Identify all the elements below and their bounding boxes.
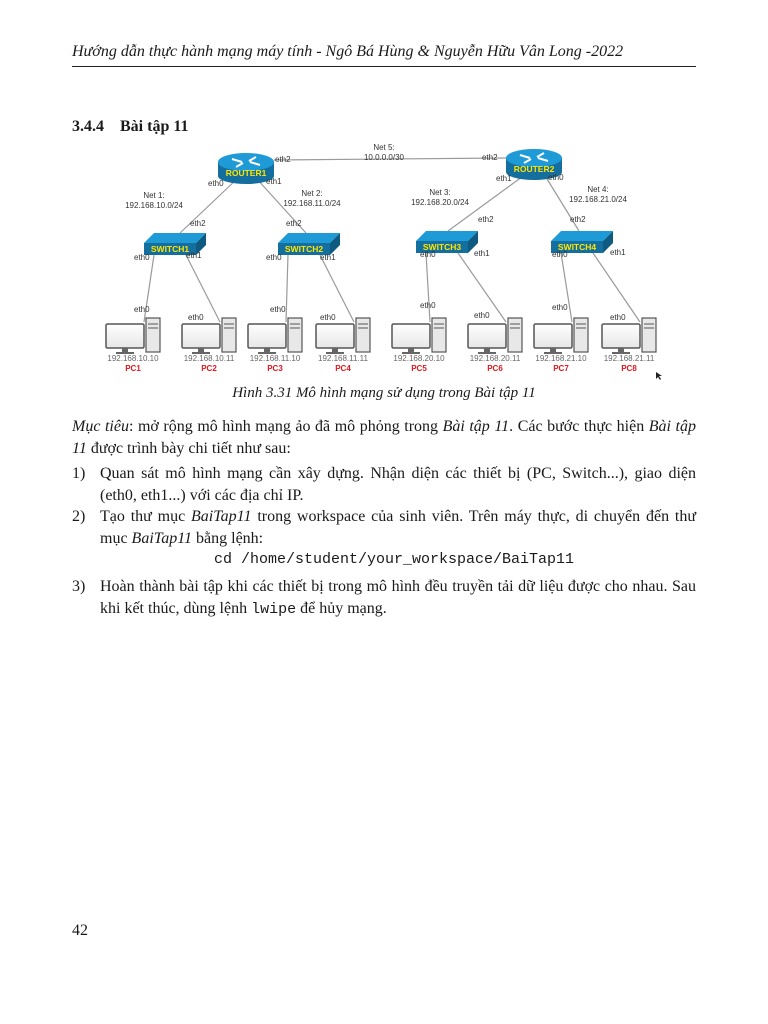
link-line xyxy=(320,255,354,322)
pc-ip-address: 192.168.11.11 xyxy=(318,354,368,363)
link-line xyxy=(286,255,288,322)
iface-label: eth0 xyxy=(548,173,564,182)
pc-ip-address: 192.168.20.10 xyxy=(393,354,445,363)
step-number: 3) xyxy=(72,578,86,595)
step-number: 1) xyxy=(72,465,86,482)
header-divider xyxy=(72,66,696,67)
iface-label: eth0 xyxy=(320,313,336,322)
iface-label: eth1 xyxy=(266,177,282,186)
iface-label: eth2 xyxy=(275,155,291,164)
step-3-pre: Hoàn thành bài tập khi các thiết bị trong mô hình đều truyền tải dữ liệu được cho nhau. Sau khi kết thúc, dùng lệnh xyxy=(100,578,696,617)
step-3 xyxy=(72,576,696,621)
folder-name: BaiTap11 xyxy=(191,508,252,525)
network-devices xyxy=(106,149,662,380)
pc-icon xyxy=(534,318,588,354)
switch-label: SWITCH2 xyxy=(284,244,324,254)
intro-text-3: được trình bày chi tiết như sau: xyxy=(86,440,291,457)
step-2-post: bằng lệnh: xyxy=(192,530,264,547)
intro-text-1: : mở rộng mô hình mạng ảo đã mô phỏng trong xyxy=(128,418,443,435)
iface-label: eth0 xyxy=(188,313,204,322)
iface-label: eth2 xyxy=(190,219,206,228)
link-line xyxy=(186,255,220,322)
iface-label: eth0 xyxy=(134,253,150,262)
pc-name: PC5 xyxy=(411,364,427,373)
pc-ip-address: 192.168.10.10 xyxy=(107,354,159,363)
router-label: ROUTER2 xyxy=(513,164,555,174)
switch-label: SWITCH3 xyxy=(422,242,462,252)
iface-label: eth1 xyxy=(320,253,336,262)
running-header: Hướng dẫn thực hành mạng máy tính - Ngô Bá Hùng & Nguyễn Hữu Vân Long -2022 xyxy=(72,43,624,60)
pc-icon xyxy=(106,318,160,354)
net-subnet: 192.168.10.0/24 xyxy=(125,201,183,210)
step-text xyxy=(100,576,696,621)
switch-label: SWITCH4 xyxy=(557,242,597,252)
intro-text-2: . Các bước thực hiện xyxy=(509,418,649,435)
net-subnet: 10.0.0.0/30 xyxy=(363,153,405,162)
iface-label: eth1 xyxy=(610,248,626,257)
router-label: ROUTER1 xyxy=(225,168,267,178)
pc-ip-address: 192.168.21.11 xyxy=(603,354,655,363)
pc-icon xyxy=(602,318,656,354)
step-2-pre: Tạo thư mục xyxy=(100,508,192,525)
pc-ip-address: 192.168.20.11 xyxy=(469,354,521,363)
step-number: 2) xyxy=(72,508,86,525)
folder-name: BaiTap11 xyxy=(131,530,193,547)
iface-label: eth0 xyxy=(270,305,286,314)
iface-label: eth0 xyxy=(610,313,626,322)
iface-label: eth0 xyxy=(552,303,568,312)
iface-label: eth0 xyxy=(266,253,282,262)
pc-name: PC6 xyxy=(487,364,503,373)
pc-icon xyxy=(248,318,302,354)
iface-label: eth2 xyxy=(286,219,302,228)
step-2-mid: trong workspace của sinh viên. Trên máy thực, di chuyển đến thư mục xyxy=(100,508,697,547)
net-label: Net 4: xyxy=(587,185,609,194)
intro-emphasis-2: Bài tập 11 xyxy=(72,418,696,457)
pc-name: PC3 xyxy=(267,364,283,373)
network-topology-diagram xyxy=(100,138,670,383)
step-1 xyxy=(72,463,696,507)
intro-paragraph xyxy=(72,416,696,460)
step-text xyxy=(100,506,696,550)
pc-icon xyxy=(468,318,522,354)
net-label: Net 2: xyxy=(301,189,323,198)
step-text: Quan sát mô hình mạng cần xây dựng. Nhận diện các thiết bị (PC, Switch...), giao diện (eth0, eth1...) với các địa chỉ IP. xyxy=(100,465,696,504)
step-3-post: để hủy mạng. xyxy=(296,600,387,617)
iface-label: eth1 xyxy=(496,174,512,183)
pc-ip-address: 192.168.11.10 xyxy=(249,354,301,363)
pc-name: PC2 xyxy=(201,364,217,373)
section-title-text: Bài tập 11 xyxy=(120,118,189,135)
section-heading xyxy=(72,118,188,136)
figure-caption: Hình 3.31 Mô hình mạng sử dụng trong Bài tập 11 xyxy=(232,385,536,401)
inline-command: lwipe xyxy=(251,601,297,618)
intro-label: Mục tiêu xyxy=(72,418,129,435)
command-line: cd /home/student/your_workspace/BaiTap11 xyxy=(214,551,575,568)
pc-icon xyxy=(316,318,370,354)
link-line xyxy=(593,253,640,322)
iface-label: eth0 xyxy=(208,179,224,188)
switch-label: SWITCH1 xyxy=(150,244,190,254)
net-subnet: 192.168.11.0/24 xyxy=(283,199,341,208)
pc-icon xyxy=(392,318,446,354)
net-subnet: 192.168.21.0/24 xyxy=(569,195,627,204)
page-number: 42 xyxy=(72,922,88,939)
pc-name: PC1 xyxy=(125,364,141,373)
iface-label: eth2 xyxy=(482,153,498,162)
iface-label: eth2 xyxy=(570,215,586,224)
pc-name: PC8 xyxy=(621,364,637,373)
step-2 xyxy=(72,506,696,550)
cursor-icon xyxy=(656,372,662,380)
pc-ip-address: 192.168.10.11 xyxy=(183,354,235,363)
iface-label: eth1 xyxy=(186,251,202,260)
pc-ip-address: 192.168.21.10 xyxy=(535,354,587,363)
iface-label: eth2 xyxy=(478,215,494,224)
link-line xyxy=(426,253,430,322)
iface-label: eth0 xyxy=(552,250,568,259)
iface-label: eth1 xyxy=(474,249,490,258)
iface-label: eth0 xyxy=(420,250,436,259)
iface-label: eth0 xyxy=(420,301,436,310)
intro-emphasis-1: Bài tập 11 xyxy=(442,418,510,435)
iface-label: eth0 xyxy=(474,311,490,320)
net-label: Net 5: xyxy=(373,143,395,152)
net-label: Net 3: xyxy=(429,188,451,197)
section-number: 3.4.4 xyxy=(72,118,104,135)
iface-label: eth0 xyxy=(134,305,150,314)
pc-icon xyxy=(182,318,236,354)
net-subnet: 192.168.20.0/24 xyxy=(411,198,469,207)
pc-name: PC7 xyxy=(553,364,569,373)
net-label: Net 1: xyxy=(143,191,165,200)
pc-name: PC4 xyxy=(335,364,351,373)
